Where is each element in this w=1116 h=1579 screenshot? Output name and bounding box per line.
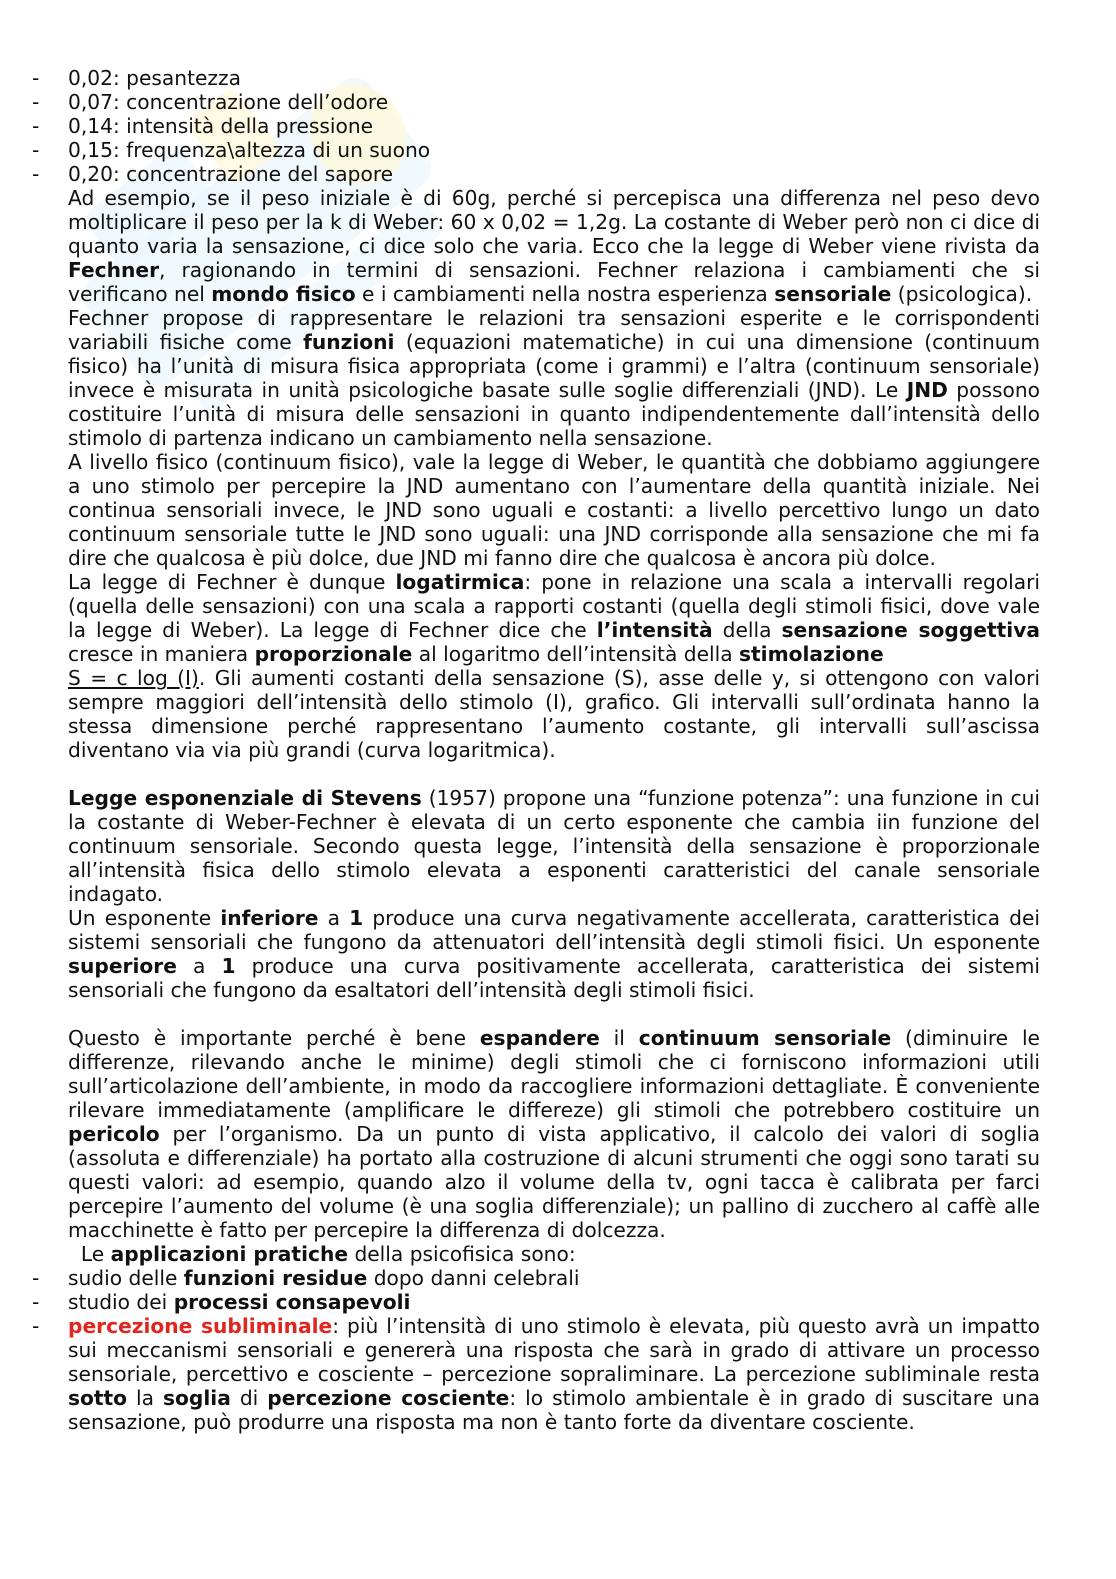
paragraph-exponent: Un esponente inferiore a 1 produce una curva negativamente accellerata, caratteristica dei sistemi sensoriali che fungono da attenuatori dell’intensità degli stimoli fisici. Un esponente superiore a 1 produce una curva positivamente accellerata, caratteristica dei sistemi sensoriali che fungono da esaltatori dell’intensità degli stimoli fisici. [68,906,1040,1002]
paragraph-stevens: Legge esponenziale di Stevens (1957) propone una “funzione potenza”: una funzione in cui la costante di Weber-Fechner è elevata di un certo esponente che cambia iin funzione del continuum sensoriale. Secondo questa legge, l’intensità della sensazione è proporzionale all’intensità fisica dello stimolo elevata a esponenti caratteristici del canale sensoriale indagato. [68,786,1040,906]
document-page [32,66,1041,1434]
paragraph-weber-example: Ad esempio, se il peso iniziale è di 60g, perché si percepisca una differenza nel peso devo moltiplicare il peso per la k di Weber: 60 x 0,02 = 1,2g. La costante di Weber però non ci dice di quanto varia la sensazione, ci dice solo che varia. Ecco che la legge di Weber viene rivista da Fechner, ragionando in termini di sensazioni. Fechner relaziona i cambiamenti che si verificano nel mondo fisico e i cambiamenti nella nostra esperienza sensoriale (psicologica). [68,186,1040,306]
highlight-subliminal: percezione subliminale [68,1314,333,1338]
list-item: - studio dei processi consapevoli [32,1290,411,1314]
list-item: - 0,20: concentrazione del sapore [32,162,394,186]
paragraph-fechner-law: La legge di Fechner è dunque logatirmica: pone in relazione una scala a intervalli regolari (quella delle sensazioni) con una scala a rapporti costanti (quella degli stimoli fisici, dove vale la legge di Weber). La legge di Fechner dice che l’intensità della sensazione soggettiva cresce in maniera proporzionale al logaritmo dell’intensità della stimolazione [68,570,1040,666]
paragraph-formula: S = c log (I). Gli aumenti costanti della sensazione (S), asse delle y, si ottengono con valori sempre maggiori dell’intensità dello stimolo (I), grafico. Gli intervalli sull’ordinata hanno la stessa dimensione perché rappresentano l’aumento costante, gli intervalli sull’ascissa diventano via via più grandi (curva logaritmica). [68,666,1040,762]
list-item: - 0,14: intensità della pressione [32,114,374,138]
paragraph-applications: Le applicazioni pratiche della psicofisica sono: [68,1242,576,1266]
list-item: - 0,07: concentrazione dell’odore [32,90,389,114]
formula: S = c log (I) [68,666,199,690]
list-item: - sudio delle funzioni residue dopo danni celebrali [32,1266,580,1290]
list-item: - 0,15: frequenza\altezza di un suono [32,138,431,162]
list-item-subliminal: - percezione subliminale: più l’intensità di uno stimolo è elevata, più questo avrà un impatto sui meccanismi sensoriali e genererà una risposta che sarà in grado di attivare un processo sensoriale, percettivo e cosciente – percezione sopraliminare. La percezione subliminale resta sotto la soglia di percezione cosciente: lo stimolo ambientale è in grado di suscitare una sensazione, può produrre una risposta ma non è tanto forte da diventare cosciente. [32,1314,1041,1434]
paragraph-continuum: A livello fisico (continuum fisico), vale la legge di Weber, le quantità che dobbiamo aggiungere a uno stimolo per percepire la JND aumentano con l’aumentare della quantità iniziale. Nei continua sensoriali invece, le JND sono uguali e costanti: a livello percettivo lungo un dato continuum sensoriale tutte le JND sono uguali: una JND corrisponde alla sensazione che mi fa dire che qualcosa è più dolce, due JND mi fanno dire che qualcosa è ancora più dolce. [68,450,1040,570]
paragraph-fechner-functions: Fechner propose di rappresentare le relazioni tra sensazioni esperite e le corrispondenti variabili fisiche come funzioni (equazioni matematiche) in cui una dimensione (continuum fisico) ha l’unità di misura fisica appropriata (come i grammi) e l’altra (continuum sensoriale) invece è misurata in unità psicologiche basate sulle soglie differenziali (JND). Le JND possono costituire l’unità di misura delle sensazioni in quanto indipendentemente dall’intensità dello stimolo di partenza indicano un cambiamento nella sensazione. [68,306,1040,450]
list-item: - 0,02: pesantezza [32,66,241,90]
paragraph-importance: Questo è importante perché è bene espandere il continuum sensoriale (diminuire le differenze, rilevando anche le minime) degli stimoli che ci forniscono informazioni utili sull’articolazione dell’ambiente, in modo da raccogliere informazioni dettagliate. È conveniente rilevare immediatamente (amplificare le differeze) gli stimoli che potrebbero costituire un pericolo per l’organismo. Da un punto di vista applicativo, il calcolo dei valori di soglia (assoluta e differenziale) ha portato alla costruzione di alcuni strumenti che oggi sono tarati su questi valori: ad esempio, quando alzo il volume della tv, ogni tacca è calibrata per farci percepire l’aumento del volume (è una soglia differenziale); un pallino di zucchero al caffè alle macchinette è fatto per percepire la differenza di dolcezza. [68,1026,1040,1242]
